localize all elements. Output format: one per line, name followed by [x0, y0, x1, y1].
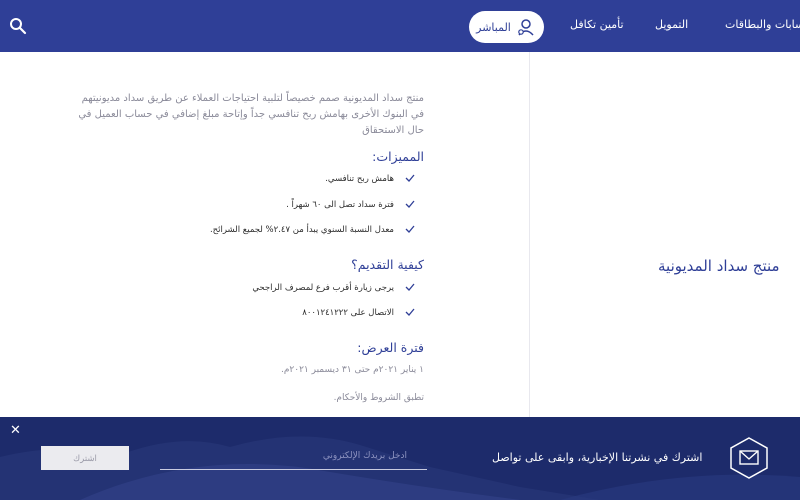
live-chat-label: المباشر — [476, 20, 511, 34]
column-divider — [529, 52, 530, 417]
check-icon — [404, 223, 416, 235]
apply-step-text: الاتصال على ٨٠٠١٢٤١٢٢٢ — [302, 308, 394, 318]
list-item — [286, 200, 416, 210]
email-field[interactable] — [160, 442, 427, 470]
list-item — [325, 174, 416, 184]
check-icon — [404, 198, 416, 210]
terms-note: تطبق الشروط والأحكام. — [333, 393, 424, 403]
search-icon[interactable] — [8, 16, 28, 36]
check-icon — [404, 306, 416, 318]
product-intro: منتج سداد المديونية صمم خصيصاً لتلبية احتياجات العملاء عن طريق سداد مديونيتهم في البنوك الأخرى بهامش ربح تنافسي جداً وإتاحة مبلغ إضافي في حساب العميل في حال الاستحقاق — [78, 93, 424, 136]
page-title: منتج سداد المديونية — [658, 257, 780, 275]
apply-step-text: يرجى زيارة أقرب فرع لمصرف الراجحي — [252, 283, 394, 293]
apply-heading: كيفية التقديم؟ — [351, 257, 424, 272]
newsletter-text: اشترك في نشرتنا الإخبارية، وابقى على تواصل — [492, 451, 703, 464]
nav-accounts-cards[interactable]: حسابات والبطاقات — [725, 18, 812, 31]
nav-takaful[interactable]: تأمين تكافل — [570, 18, 624, 31]
feature-text: فترة سداد تصل الى ٦٠ شهراً . — [286, 200, 394, 210]
offer-period-text: ١ يناير ٢٠٢١م حتى ٣١ ديسمبر ٢٠٢١م. — [280, 365, 424, 375]
list-item — [302, 308, 416, 318]
list-item — [252, 283, 416, 293]
close-icon[interactable]: ✕ — [10, 423, 21, 438]
live-chat-button[interactable] — [469, 11, 544, 43]
list-item — [210, 225, 416, 235]
feature-text: معدل النسبة السنوي يبدأ من ٢.٤٧% لجميع الشرائح. — [209, 225, 394, 235]
nav-finance[interactable]: التمويل — [655, 18, 689, 31]
chat-person-icon — [515, 16, 537, 38]
mail-icon — [729, 436, 769, 480]
check-icon — [404, 281, 416, 293]
feature-text: هامش ربح تنافسي. — [325, 174, 394, 184]
check-icon — [404, 172, 416, 184]
newsletter-banner — [0, 417, 800, 500]
offer-period-heading: فترة العرض: — [357, 340, 424, 355]
subscribe-button[interactable]: اشترك — [41, 446, 129, 470]
features-heading: المميزات: — [372, 149, 424, 164]
top-navbar — [0, 0, 812, 52]
